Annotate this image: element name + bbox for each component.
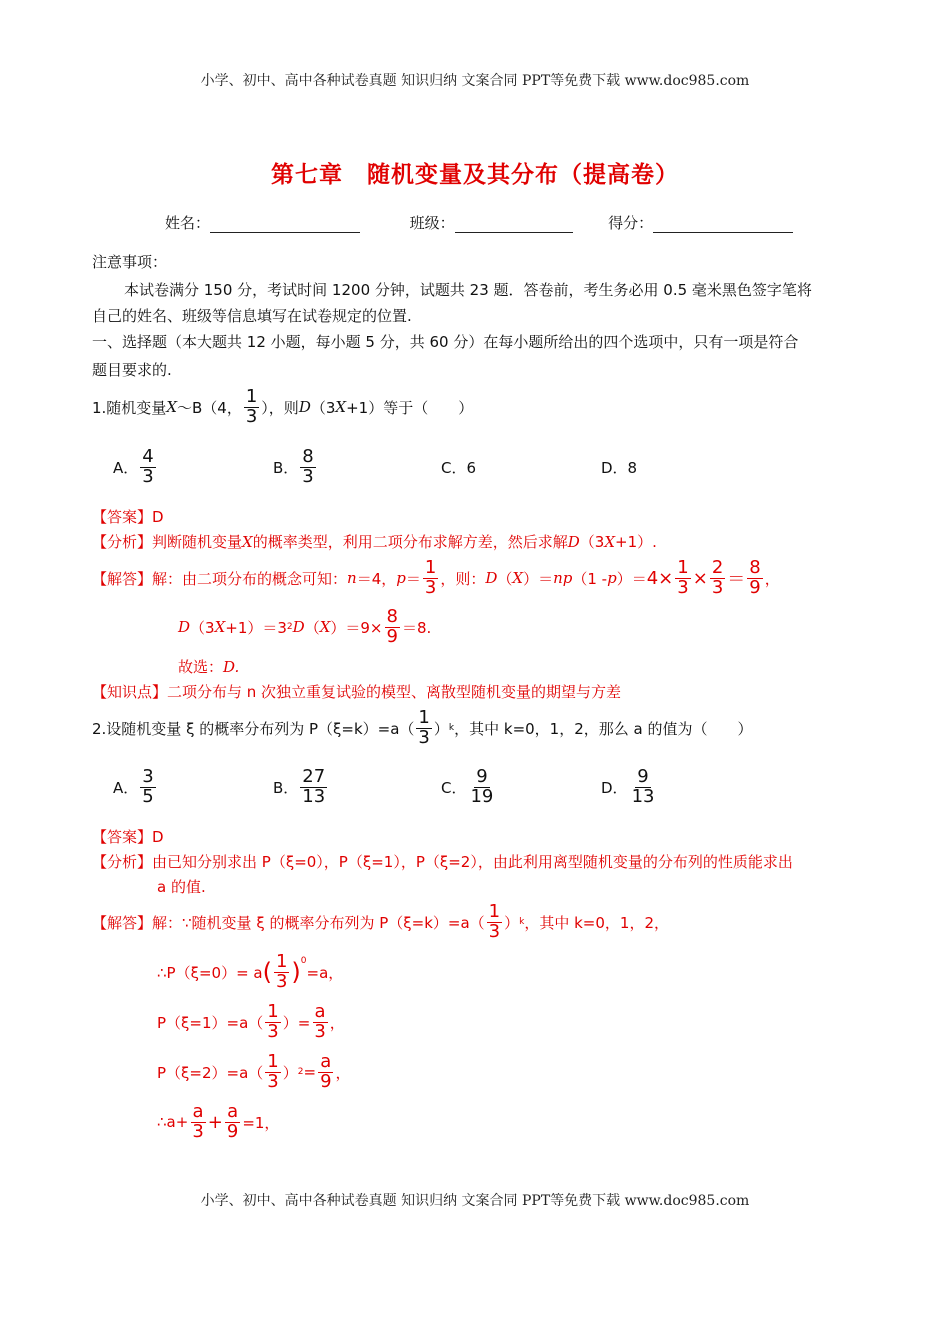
q2-answer: 【答案】D (92, 828, 164, 846)
section1-line2: 题目要求的. (92, 361, 172, 379)
name-field[interactable] (210, 232, 360, 233)
q2-analysis-line2: a 的值. (157, 878, 206, 896)
header-banner: 小学、初中、高中各种试卷真题 知识归纳 文案合同 PPT等免费下载 www.doc985.com (200, 73, 750, 89)
notice-line1: 本试卷满分 150 分，考试时间 1200 分钟，试题共 23 题．答卷前，考生务必用 0.5 毫米黑色签字笔将 (124, 281, 812, 299)
q2-solution-line1: 【解答】 解：∵随机变量 ξ 的概率分布列为 P（ξ=k）=a（ $\frac{1}{3}$ ） k ，其中 k=0，1，2， (92, 900, 669, 942)
page-title: 第七章 随机变量及其分布（提高卷） (271, 161, 679, 188)
q1-knowledge: 【知识点】二项分布与 n 次独立重复试验的模型、离散型随机变量的期望与方差 (92, 683, 622, 701)
name-label: 姓名： (165, 214, 211, 232)
q1-solution-line1: 【解答】 解：由二项分布的概念可知： n ＝4， p ＝ $\frac{1}{3}$ ，则： D （ X ）＝ np （1 - p ）＝ 4 × $\frac{1}{3}$ × $\frac{2}{3}$ ＝ $\frac{8}{9}$ ， (92, 556, 780, 598)
footer-banner: 小学、初中、高中各种试卷真题 知识归纳 文案合同 PPT等免费下载 www.doc985.com (200, 1193, 750, 1209)
q2-option-a[interactable]: A． $\frac{3}{5}$ (113, 765, 154, 807)
q1-option-d[interactable]: D．8 (601, 459, 638, 477)
q1-solution-line2: D （3 X +1）＝3 2 D （ X ）＝9× $\frac{8}{9}$ ＝8. (178, 605, 432, 647)
q1-option-a[interactable]: A． $\frac{4}{3}$ (113, 445, 154, 487)
q2-solution-line3: P（ξ=1）=a（ $\frac{1}{3}$ ）= $\frac{a}{3}$ ， (157, 1000, 345, 1042)
q2-option-c[interactable]: C． $\frac{9}{19}$ (441, 765, 494, 807)
q2-stem: 2.设随机变量 ξ 的概率分布列为 P（ξ=k）=a（ $\frac{1}{3}$ ） k ，其中 k=0，1，2，那么 a 的值为（ ） (92, 706, 753, 748)
q1-fraction: $\frac{1}{3}$ (245, 385, 258, 427)
q1-choice: 故选：D. (178, 658, 240, 676)
class-label: 班级： (409, 214, 455, 232)
score-field[interactable] (653, 232, 793, 233)
notice-heading: 注意事项： (92, 253, 168, 271)
q2-option-d[interactable]: D． $\frac{9}{13}$ (601, 765, 655, 807)
q1-stem: 1.随机变量 X ～B（4， $\frac{1}{3}$ ），则 D （3 X +1）等于（ ） (92, 385, 474, 427)
score-label: 得分： (608, 214, 654, 232)
q1-option-b[interactable]: B． $\frac{8}{3}$ (273, 445, 314, 487)
q2-solution-line2: ∴P（ξ=0）= a ( $\frac{1}{3}$ ) $^0$ =a， (157, 950, 344, 992)
q2-analysis-line1: 【分析】由已知分别求出 P（ξ=0），P（ξ=1），P（ξ=2），由此利用离型随机变量的分布列的性质能求出 (92, 853, 793, 871)
q1-option-c[interactable]: C．6 (441, 459, 477, 477)
notice-line2: 自己的姓名、班级等信息填写在试卷规定的位置. (92, 307, 412, 325)
q2-option-b[interactable]: B． $\frac{27}{13}$ (273, 765, 326, 807)
q2-solution-line5: ∴a+ $\frac{a}{3}$ + $\frac{a}{9}$ =1， (157, 1100, 280, 1142)
class-field[interactable] (455, 232, 573, 233)
q1-analysis: 【分析】判断随机变量X的概率类型，利用二项分布求解方差，然后求解D（3X+1）. (92, 533, 657, 551)
student-fields (165, 212, 793, 233)
q1-answer: 【答案】D (92, 508, 164, 526)
q2-solution-line4: P（ξ=2）=a（ $\frac{1}{3}$ ） 2 = $\frac{a}{9}$ ， (157, 1050, 351, 1092)
section1-line1: 一、选择题（本大题共 12 小题，每小题 5 分，共 60 分）在每小题所给出的四个选项中，只有一项是符合 (92, 333, 799, 351)
